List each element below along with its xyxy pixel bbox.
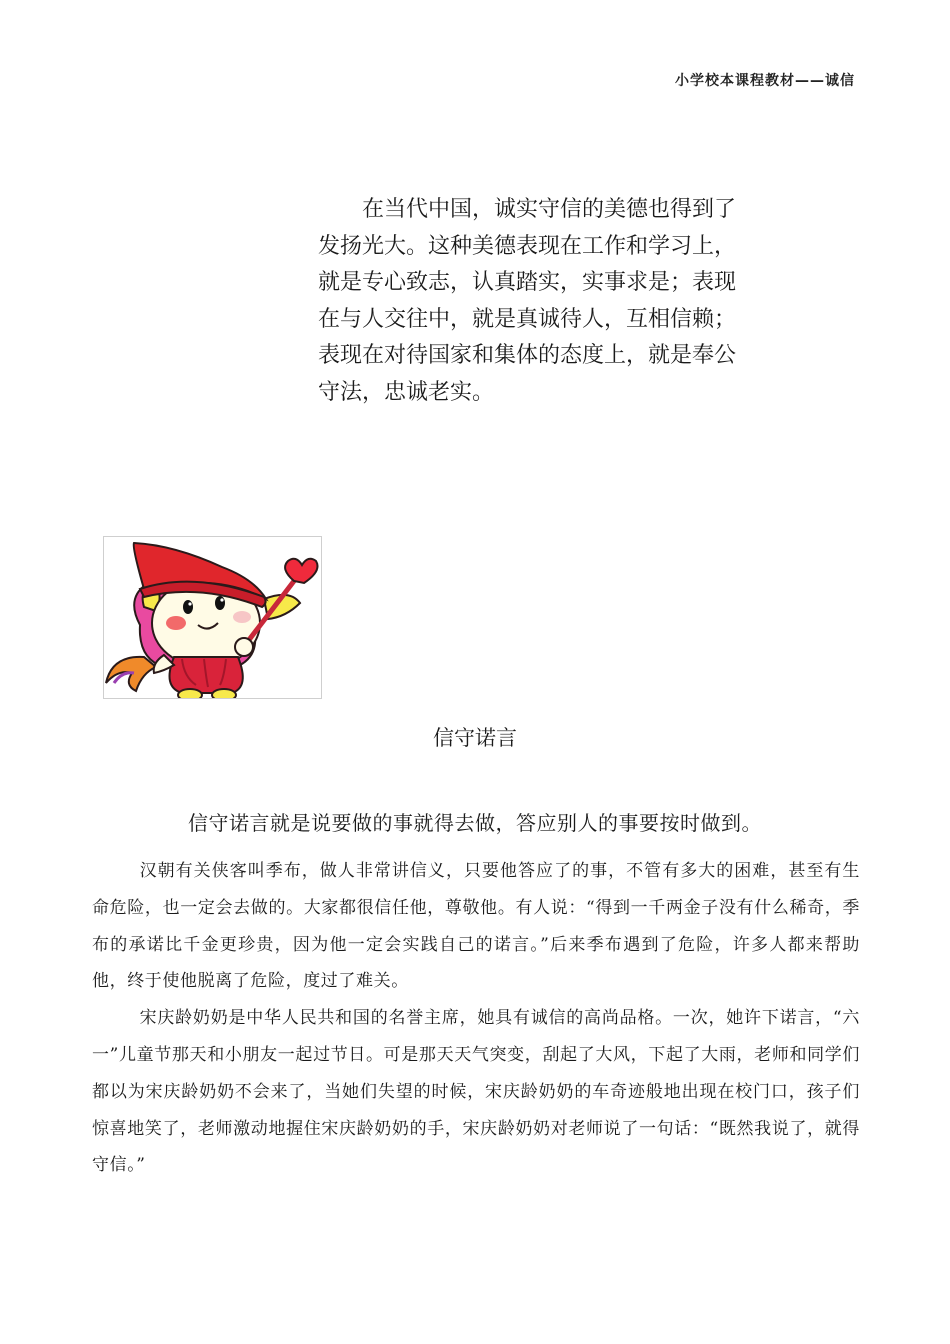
section-title: 信守诺言 <box>433 726 517 750</box>
story-paragraph-song-qingling: 宋庆龄奶奶是中华人民共和国的名誉主席，她具有诚信的高尚品格。一次，她许下诺言，“六一”儿童节那天和小朋友一起过节日。可是那天天气突变，刮起了大风，下起了大雨，老师和同学们都以为宋庆龄奶奶不会来了，当她们失望的时候，宋庆龄奶奶的车奇迹般地出现在校门口，孩子们惊喜地笑了，老师激动地握住宋庆龄奶奶的手，宋庆龄奶奶对老师说了一句话：“既然我说了，就得守信。” <box>92 1008 860 1176</box>
intro-section <box>318 192 738 411</box>
story-paragraph-jibu: 汉朝有关侠客叫季布，做人非常讲信义，只要他答应了的事，不管有多大的困难，甚至有生命危险，也一定会去做的。大家都很信任他，尊敬他。有人说：“得到一千两金子没有什么稀奇，季布的承诺比千金更珍贵，因为他一定会实践自己的诺言。”后来季布遇到了危险，许多人都来帮助他，终于使他脱离了危险，度过了难关。 <box>92 861 860 992</box>
mascot-illustration <box>103 536 322 699</box>
intro-paragraph: 在当代中国，诚实守信的美德也得到了发扬光大。这种美德表现在工作和学习上，就是专心致志，认真踏实，实事求是；表现在与人交往中，就是真诚待人，互相信赖；表现在对待国家和集体的态度上，就是奉公守法，忠诚老实。 <box>318 197 737 405</box>
section-summary: 信守诺言就是说要做的事就得去做，答应别人的事要按时做到。 <box>188 811 762 835</box>
story-text <box>92 853 860 1184</box>
cartoon-mascot-icon <box>104 537 321 698</box>
page-header: 小学校本课程教材——诚信 <box>675 73 855 89</box>
